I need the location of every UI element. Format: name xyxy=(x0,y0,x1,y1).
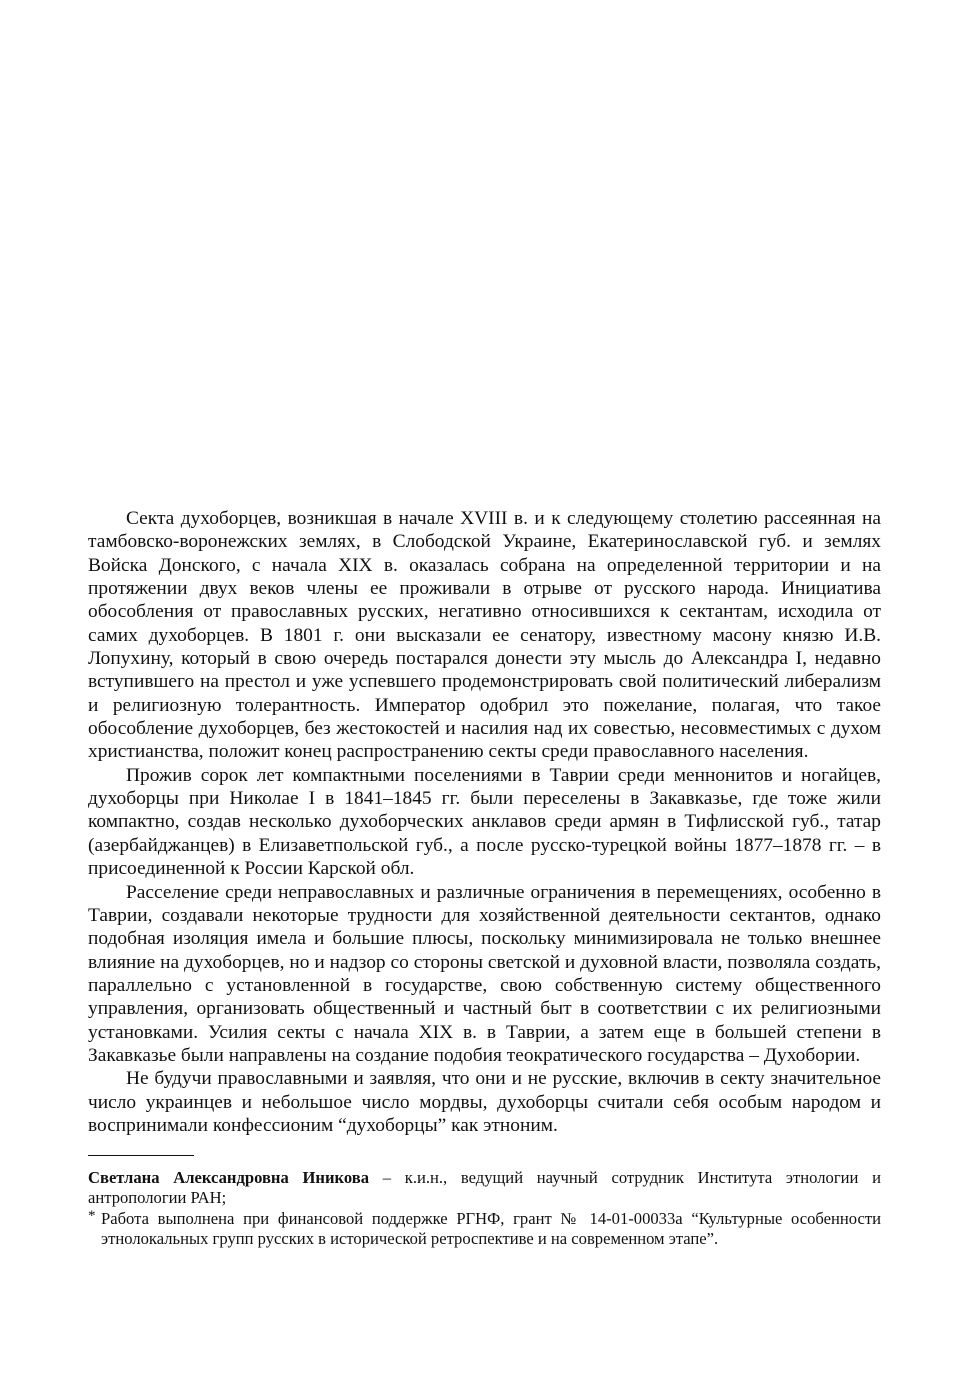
article-body xyxy=(88,507,881,1137)
footnote-asterisk: * xyxy=(88,1208,96,1225)
footnote-divider xyxy=(88,1155,194,1156)
paragraph-4: Не будучи православными и заявляя, что они и не русские, включив в секту значительное число украинцев и небольшое число мордвы, духоборцы считали себя особым народом и воспринимали конфессионим “духоборцы” как этноним. xyxy=(88,1068,881,1136)
footnotes xyxy=(88,1168,881,1249)
paragraph-2: Прожив сорок лет компактными поселениями в Таврии среди меннонитов и ногайцев, духоборцы при Николае I в 1841–1845 гг. были переселены в Закавказье, где тоже жили компактно, создав несколько духоборческих анклавов среди армян в Тифлисской губ., татар (азербайджанцев) в Елизаветпольской губ., а после русско-турецкой войны 1877–1878 гг. – в присоединенной к России Карской обл. xyxy=(88,764,881,880)
paragraph-3: Расселение среди неправославных и различные ограничения в перемещениях, особенно в Таврии, создавали некоторые трудности для хозяйственной деятельности сектантов, однако подобная изоляция имела и большие плюсы, поскольку минимизировала не только внешнее влияние на духоборцев, но и надзор со стороны светской и духовной власти, позволяла создать, параллельно с установленной в государстве, свою собственную систему общественного управления, организовать общественный и частный быт в соответствии с их религиозными установками. Усилия секты с начала XIX в. в Таврии, а затем еще в большей степени в Закавказье были направлены на создание подобия теократического государства – Духобории. xyxy=(88,881,881,1066)
page-content xyxy=(88,507,881,1249)
author-details: – к.и.н., ведущий научный сотрудник Института этнологии и антропологии РАН; xyxy=(88,1168,881,1208)
paragraph-1: Секта духоборцев, возникшая в начале XVIII в. и к следующему столетию рассеянная на тамбовско-воронежских землях, в Слободской Украине, Екатеринославской губ. и землях Войска Донского, с начала XIX в. оказалась собрана на определенной территории и на протяжении двух веков члены ее проживали в отрыве от русского народа. Инициатива обособления от православных русских, негативно относившихся к сектантам, исходила от самих духоборцев. В 1801 г. они высказали ее сенатору, известному масону князю И.В. Лопухину, который в свою очередь постарался донести эту мысль до Александра I, недавно вступившего на престол и уже успевшего продемонстрировать свой политический либерализм и религиозную толерантность. Император одобрил это пожелание, полагая, что такое обособление духоборцев, без жестокостей и насилия над их совестью, несовместимых с духом христианства, положит конец распространению секты среди православного населения. xyxy=(88,508,881,763)
grant-text: Работа выполнена при финансовой поддержке РГНФ, грант № 14-01-00033а “Культурные особенности этнолокальных групп русских в исторической ретроспективе и на современном этапе”. xyxy=(101,1209,881,1249)
author-name: Светлана Александровна Иникова xyxy=(88,1168,370,1188)
author-footnote xyxy=(88,1168,881,1208)
grant-footnote xyxy=(88,1209,881,1249)
